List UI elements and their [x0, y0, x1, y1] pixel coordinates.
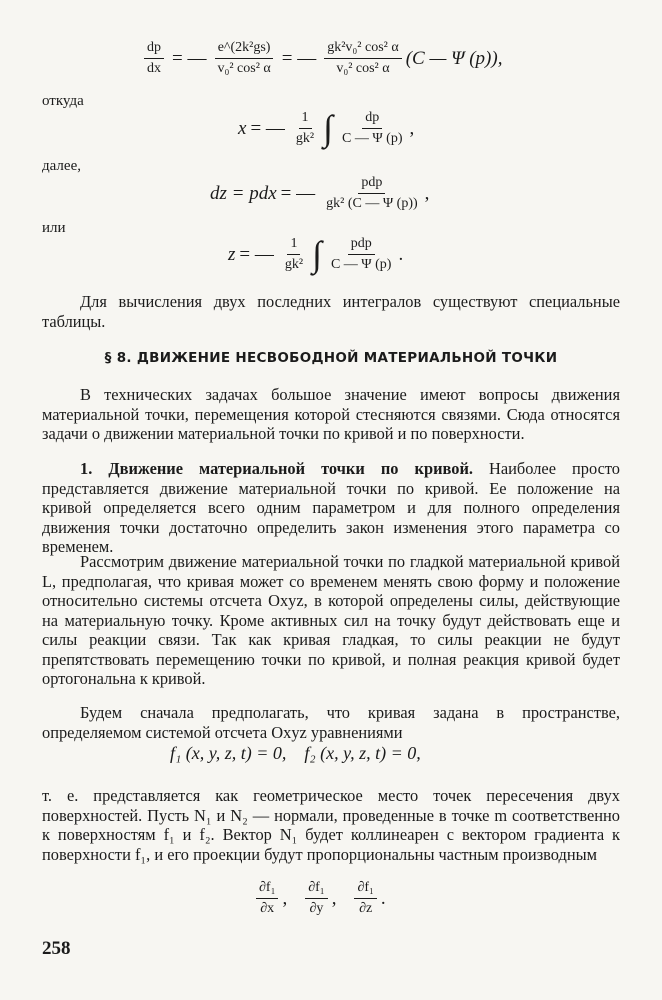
fraction-pdp — [323, 175, 421, 212]
equation-surface-one: f₁ (x, y, z, t) = 0, — [170, 743, 287, 763]
fraction-denominator: dx — [147, 61, 161, 77]
equation-lhs: z — [228, 243, 236, 265]
fraction-numerator: 1 — [287, 236, 300, 255]
fraction-numerator: pdp — [358, 175, 385, 194]
fraction-denominator: gk² — [295, 131, 315, 147]
fraction-numerator: ∂f₁ — [256, 880, 278, 899]
comma: , — [331, 887, 337, 909]
fraction-integrand — [339, 110, 406, 147]
integral-sign: ∫ — [323, 107, 333, 148]
equals-sign: = — — [172, 47, 207, 69]
equation-partial-derivatives — [252, 880, 386, 917]
section-heading: § 8. ДВИЖЕНИЕ НЕСВОБОДНОЙ МАТЕРИАЛЬНОЙ ТОЧКИ — [104, 350, 558, 366]
paragraph-intro: В технических задачах большое значение имеют вопросы движения материальной точки, перемещения которой стесняются связями. Сюда относятся задачи о движении материальной точки по кривой и по поверхности. — [42, 385, 620, 443]
fraction-numerator: dp — [362, 110, 382, 129]
equation-dp-dx — [140, 40, 502, 77]
equals-sign: = — — [239, 243, 274, 265]
fraction-denominator: gk² — [284, 257, 304, 273]
fraction-coefficient — [293, 110, 317, 147]
fraction-numerator: gk²v₀² cos² α — [324, 40, 401, 59]
fraction-numerator: pdp — [348, 236, 375, 255]
fraction-df-dz — [354, 880, 376, 917]
connector-word-otkuda: откуда — [42, 93, 84, 109]
equation-dz — [210, 175, 429, 212]
fraction-denominator: ∂z — [359, 901, 373, 917]
equals-sign: = — — [280, 182, 316, 204]
paragraph-motion-on-curve — [42, 459, 620, 557]
fraction-denominator: v₀² cos² α — [336, 61, 390, 77]
fraction-numerator: dp — [144, 40, 164, 59]
fraction-numerator: ∂f₁ — [354, 880, 376, 899]
subsection-title: 1. Движение материальной точки по кривой. — [80, 459, 473, 478]
fraction-denominator: C — Ψ (p) — [330, 257, 392, 273]
fraction-df-dy — [305, 880, 327, 917]
paragraph-special-tables: Для вычисления двух последних интегралов существуют специальные таблицы. — [42, 292, 620, 331]
fraction-numerator: 1 — [299, 110, 312, 129]
equation-lhs: dz = pdx — [210, 182, 277, 204]
subsection-text: Наиболее просто представляется движение материальной точки по кривой. Ее положение на кривой определяется всего одним параметром и для полного определения движения точки достаточно определить закон изменения этого параметра со временем. — [42, 459, 620, 556]
connector-word-ili: или — [42, 220, 66, 236]
fraction-denominator: v₀² cos² α — [217, 61, 271, 77]
fraction-coefficient — [282, 236, 306, 273]
period: . — [380, 887, 386, 909]
equation-tail: (C — Ψ (p)), — [405, 47, 503, 69]
comma: , — [424, 182, 430, 204]
fraction-denominator: ∂y — [309, 901, 324, 917]
fraction-gk2 — [324, 40, 401, 77]
fraction-denominator: ∂x — [260, 901, 275, 917]
equation-x-integral — [238, 107, 415, 148]
fraction-df-dx — [256, 880, 278, 917]
paragraph-intersection: т. е. представляется как геометрическое место точек пересечения двух поверхностей. Пусть N₁ и N₂ — нормали, проведенные в точке m соответственно к поверхностям f₁ и f₂. Вектор N₁ будет коллинеарен с вектором градиента к поверхности f₁, и его проекции будут пропорциональны частным производным — [42, 786, 620, 864]
page-number: 258 — [42, 938, 71, 959]
equation-surface-two: f₂ (x, y, z, t) = 0, — [304, 743, 421, 763]
equals-sign: = — — [281, 47, 317, 69]
fraction-dp-dx — [144, 40, 164, 77]
connector-word-dalee: далее, — [42, 158, 81, 174]
period: . — [398, 243, 404, 265]
comma: , — [282, 887, 288, 909]
fraction-numerator: e^(2k²gs) — [215, 40, 274, 59]
fraction-denominator: gk² (C — Ψ (p)) — [326, 196, 418, 212]
equation-lhs: x — [238, 117, 247, 139]
fraction-numerator: ∂f₁ — [305, 880, 327, 899]
equation-surfaces — [170, 743, 421, 764]
paragraph-assume-curve: Будем сначала предполагать, что кривая задана в пространстве, определяемом системой отсчета Oxyz уравнениями — [42, 703, 620, 742]
fraction-integrand — [328, 236, 395, 273]
integral-sign: ∫ — [312, 233, 322, 274]
equation-z-integral — [228, 233, 404, 274]
paragraph-consider-motion: Рассмотрим движение материальной точки по гладкой материальной кривой L, предполагая, что кривая может со временем менять свою форму и положение относительно системы отсчета Oxyz, в которой определены силы, действующие на материальную точку. Кроме активных сил на точку будут действовать еще и силы реакции связи. Так как кривая гладкая, то силы реакции не будут препятствовать перемещению точки по кривой, и полная реакция кривой будет ортогональна к кривой. — [42, 552, 620, 688]
fraction-exponential — [214, 40, 273, 77]
equals-sign: = — — [250, 117, 285, 139]
comma: , — [409, 117, 415, 139]
fraction-denominator: C — Ψ (p) — [341, 131, 403, 147]
